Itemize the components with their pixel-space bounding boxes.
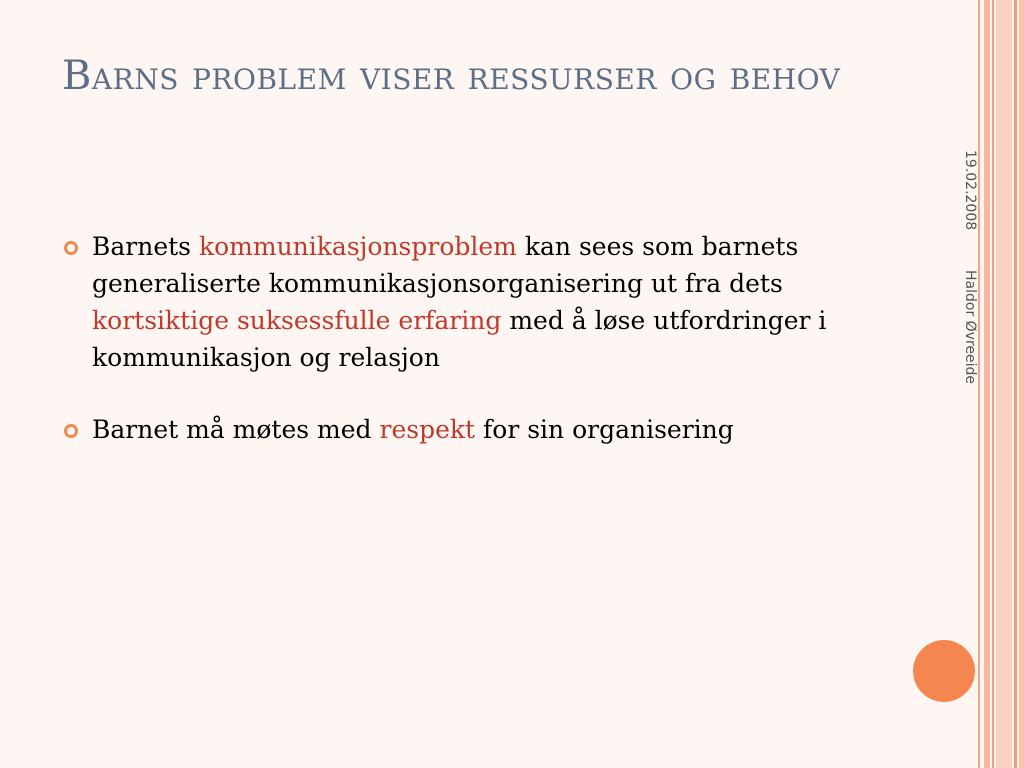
highlight-text: kortsiktige suksessfulle erfaring xyxy=(92,306,502,335)
decor-stripe xyxy=(996,0,1012,768)
decor-stripe xyxy=(1014,0,1017,768)
bullet-list xyxy=(64,228,884,483)
highlight-text: kommunikasjonsproblem xyxy=(198,232,517,261)
bullet-text: kan sees som barnets generaliserte kommunikasjonsorganisering ut fra dets xyxy=(92,232,799,298)
footer-author: Haldor Øvreeide xyxy=(962,270,978,385)
bullet-circle-icon xyxy=(64,241,78,255)
decor-stripe xyxy=(1019,0,1024,768)
bullet-text: Barnets xyxy=(92,232,199,261)
bullet-item xyxy=(64,228,884,376)
highlight-text: respekt xyxy=(379,415,476,444)
bullet-text: for sin organisering xyxy=(475,415,734,444)
footer-date: 19.02.2008 xyxy=(962,150,978,231)
decor-circle xyxy=(913,640,975,702)
side-footer xyxy=(948,150,978,410)
bullet-item xyxy=(64,411,884,448)
bullet-text: med å løse utfordringer i kommunikasjon og relasjon xyxy=(92,306,827,372)
slide-title: Barns problem viser ressurser og behov xyxy=(62,53,841,99)
bullet-circle-icon xyxy=(64,424,78,438)
decor-stripe xyxy=(992,0,994,768)
decor-stripe xyxy=(984,0,990,768)
decor-stripe xyxy=(978,0,980,768)
bullet-text: Barnet må møtes med xyxy=(92,415,380,444)
